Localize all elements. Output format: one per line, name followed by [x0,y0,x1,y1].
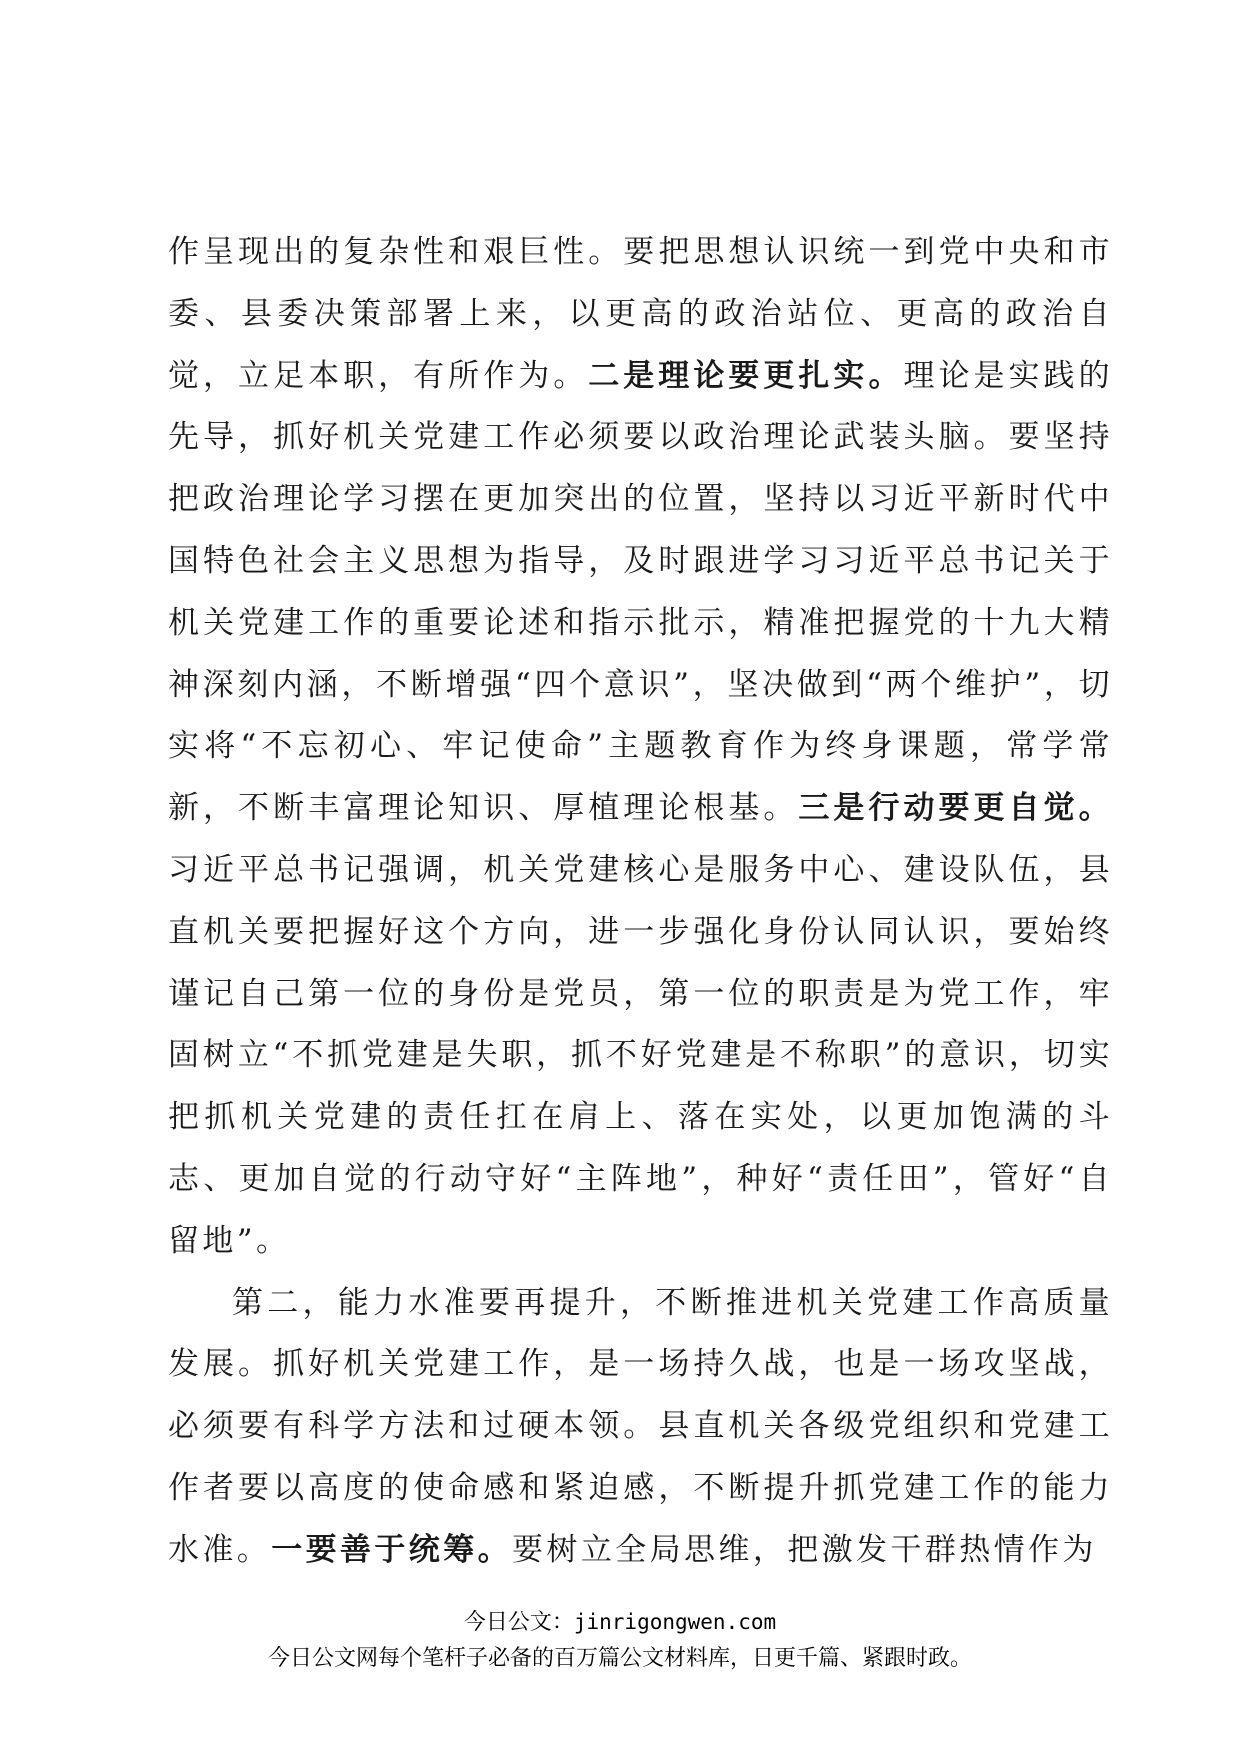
paragraph-text: 作呈现出的复杂性和艰巨性。要把思想认识统一到党中央和市委、县委决策部署上来，以更高的政治站位、更高的政治自觉，立足本职，有所作为。 [168,234,1113,394]
paragraph-text: 习近平总书记强调，机关党建核心是服务中心、建设队伍，县直机关要把握好这个方向，进一步强化身份认同认识，要始终谨记自己第一位的身份是党员，第一位的职责是为党工作，牢固树立“不抓党建是失职，抓不好党建是不称职”的意识，切实把抓机关党建的责任扛在肩上、落在实处，以更加饱满的斗志、更加自觉的行动守好“主阵地”，种好“责任田”，管好“自留地”。 [168,851,1113,1259]
footer-source [0,1607,1240,1638]
document-body [168,222,1113,1582]
paragraph-text: 理论是实践的先导，抓好机关党建工作必须要以政治理论武装头脑。要坚持把政治理论学习摆在更加突出的位置，坚持以习近平新时代中国特色社会主义思想为指导，及时跟进学习习近平总书记关于机关党建工作的重要论述和指示批示，精准把握党的十九大精神深刻内涵，不断增强“四个意识”，坚决做到“两个维护”，切实将“不忘初心、牢记使命”主题教育作为终身课题，常学常新，不断丰富理论知识、厚植理论根基。 [168,357,1113,827]
bold-lead-phrase: 一要善于统筹。 [271,1531,513,1568]
bold-lead-phrase: 二是理论要更扎实。 [588,357,904,394]
paragraph-continuation [168,222,1113,1273]
footer-label: 今日公文： [463,1610,574,1635]
paragraph-text: 抓好机关党建工作，是一场持久战，也是一场攻坚战，必须要有科学方法和过硬本领。县直机关各级党组织和党建工作者要以高度的使命感和紧迫感，不断提升抓党建工作的能力水准。 [168,1346,1113,1568]
section-heading: 第二，能力水准要再提升，不断推进机关党建工作高质量发展。 [168,1284,1113,1383]
bold-lead-phrase: 三是行动要更自觉。 [798,790,1113,827]
paragraph-section-two [168,1273,1113,1582]
paragraph-text: 要树立全局思维，把激发干群热情作为 [512,1531,1097,1568]
footer-site-link[interactable]: jinrigongwen.com [573,1610,777,1634]
footer-tagline: 今日公文网每个笔杆子必备的百万篇公文材料库，日更千篇、紧跟时政。 [267,1646,972,1671]
